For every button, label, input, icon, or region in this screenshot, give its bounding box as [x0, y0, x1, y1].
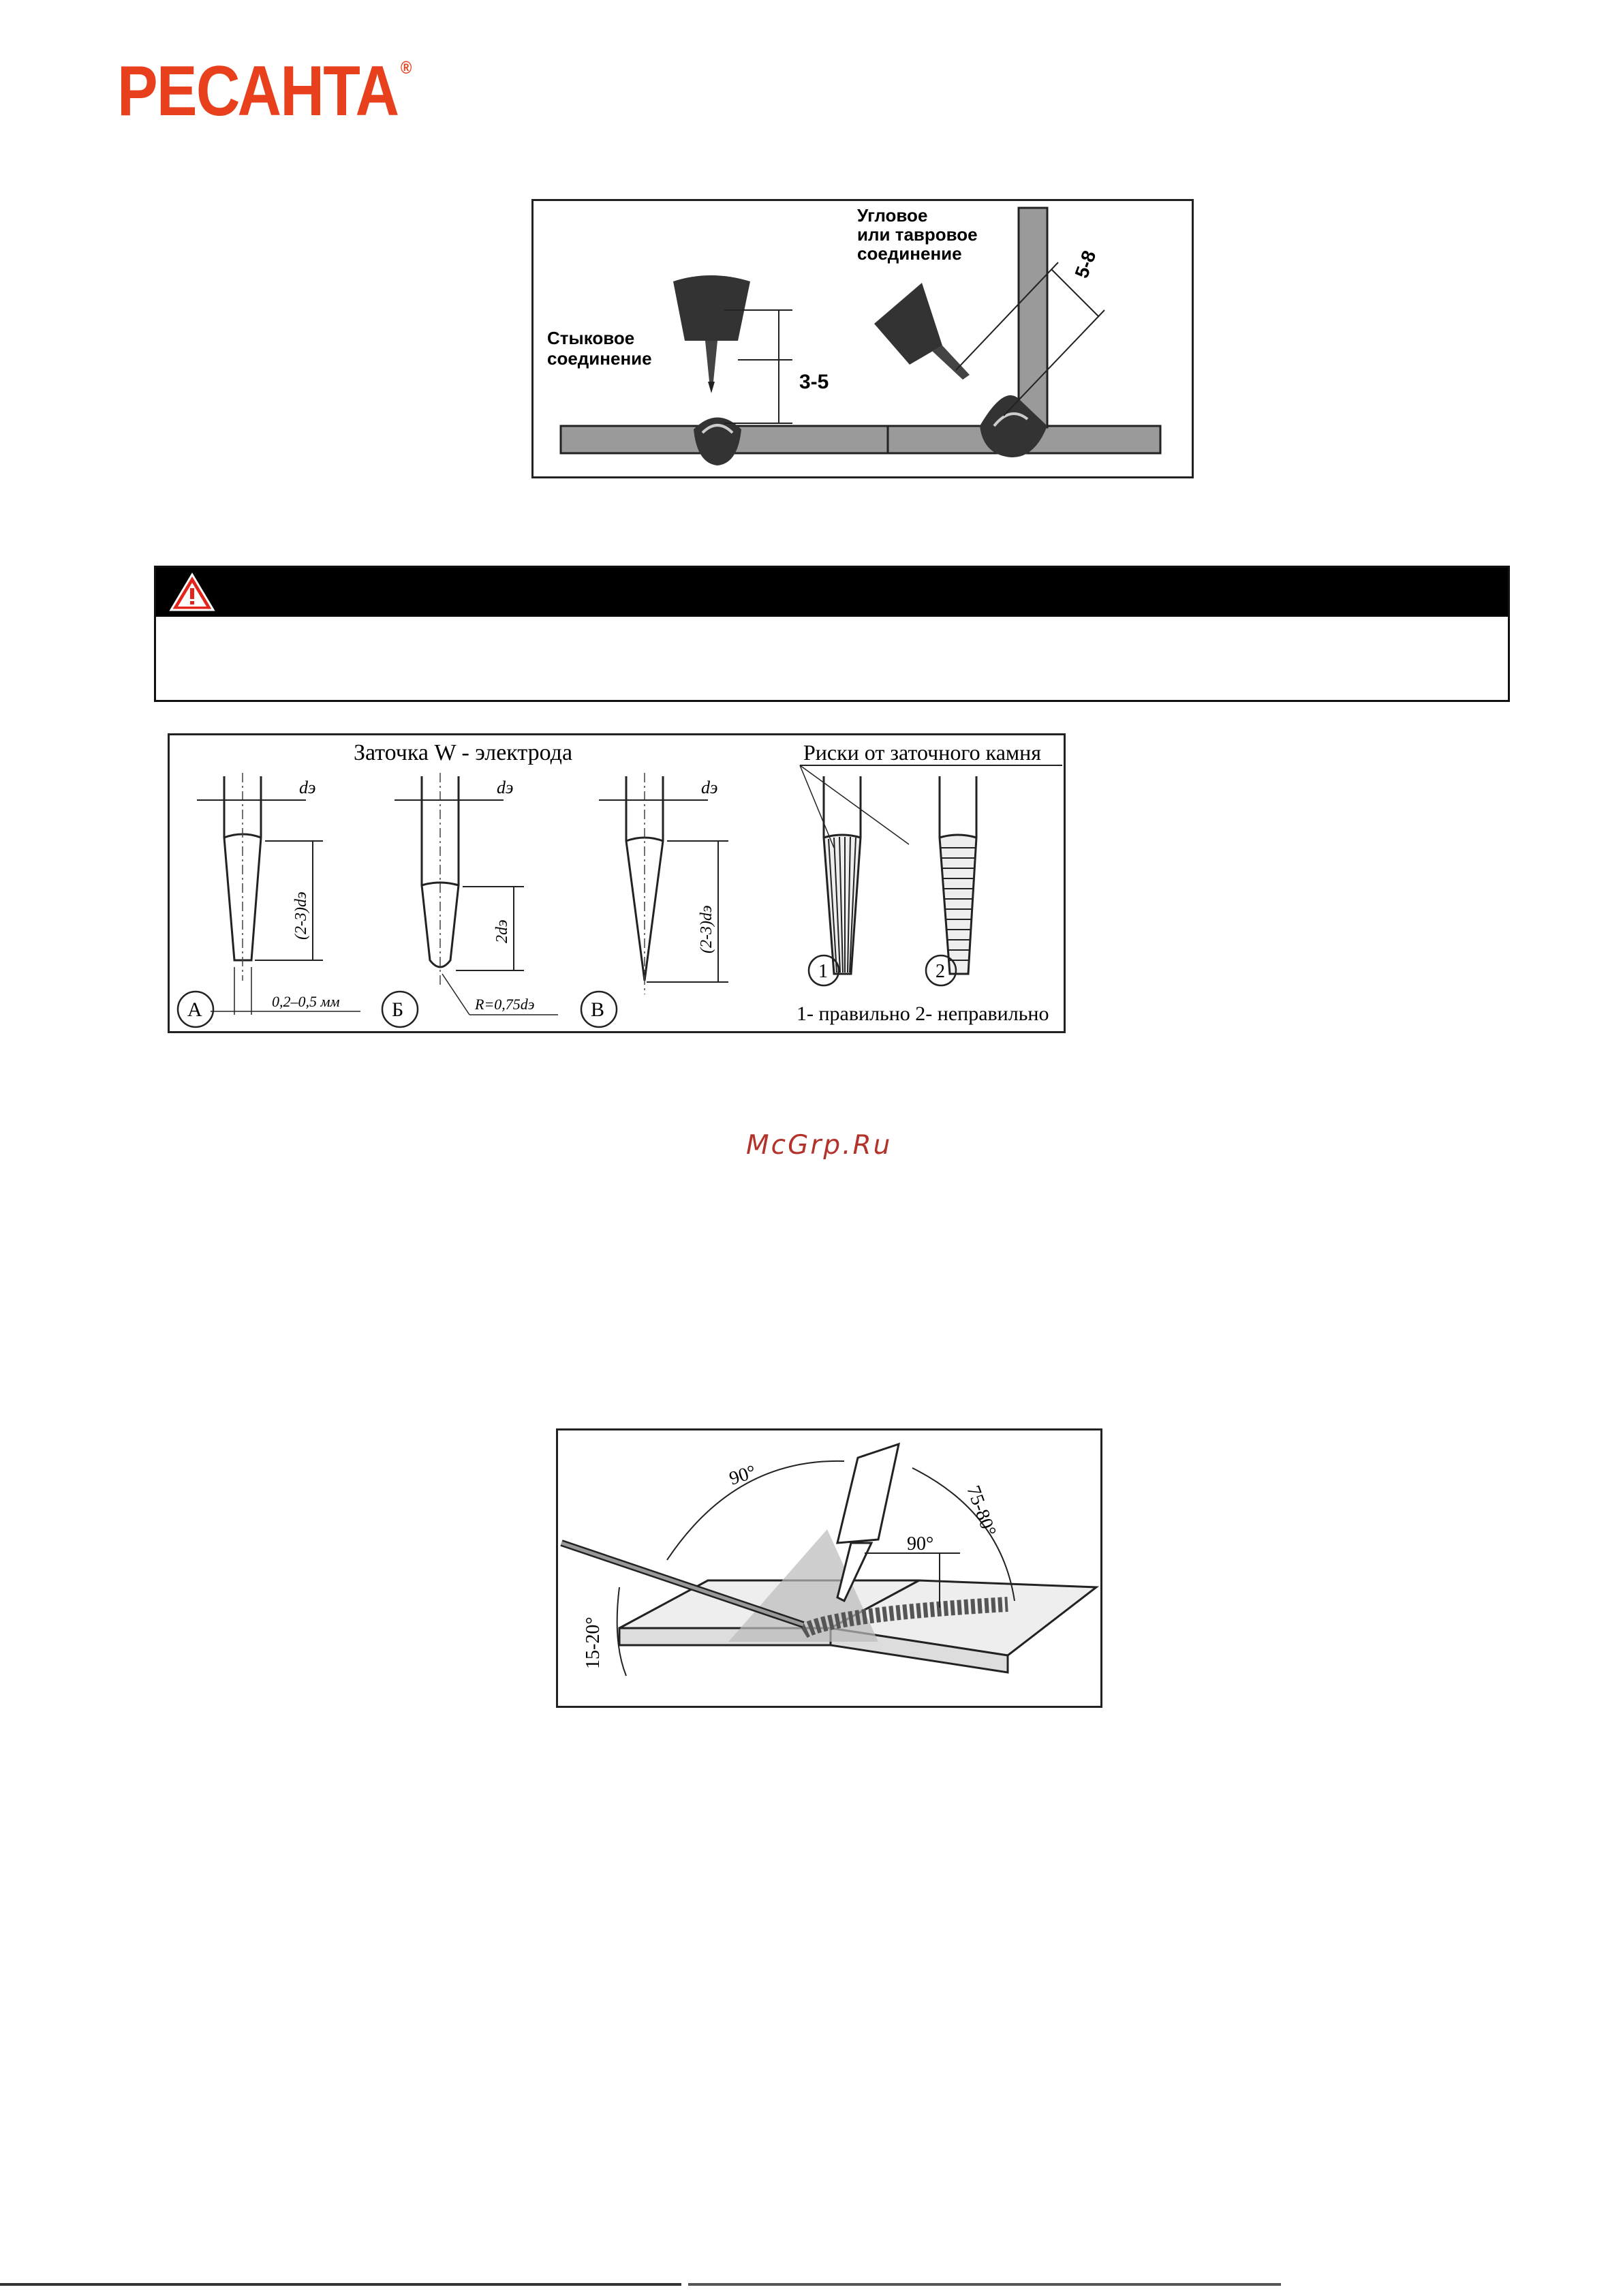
welding-angles-drawing: [558, 1430, 1100, 1706]
electrode-b-radius: R=0,75dэ: [475, 996, 535, 1013]
vertical-plate: [1019, 208, 1047, 427]
corner-torch-nozzle: [874, 283, 942, 365]
electrode-a-diameter: dэ: [299, 778, 316, 797]
figure-welding-angles: [556, 1428, 1102, 1708]
electrode-correct-scratches: [800, 765, 909, 985]
sharpening-title: Заточка W - электрода: [354, 740, 573, 765]
marker-2: 2: [936, 961, 945, 982]
resanta-logo: [117, 52, 411, 131]
electrode-sharpening-drawing: [170, 735, 1064, 1031]
torch-body: [837, 1444, 899, 1543]
corner-gap-label: 5-8: [1070, 247, 1100, 281]
butt-joint-label-1: Стыковое: [547, 328, 635, 348]
electrode-c-length: (2-3)dэ: [698, 905, 715, 953]
registered-mark: ®: [400, 57, 411, 78]
butt-joint-label-2: соединение: [547, 348, 652, 369]
marker-1: 1: [818, 961, 828, 982]
figure-electrode-sharpening: [168, 733, 1066, 1033]
electrode-a-length: (2-3)dэ: [292, 891, 310, 940]
electrode-b-length: 2dэ: [493, 919, 511, 943]
angle-top-label: 90°: [726, 1461, 759, 1490]
corner-joint-label-2: или тавровое: [857, 224, 978, 245]
butt-torch-nozzle: [673, 275, 750, 341]
angle-rod-label: 15-20°: [583, 1617, 604, 1669]
butt-electrode: [705, 341, 717, 382]
warning-header-bar: [156, 568, 1508, 617]
corner-joint-label-3: соединение: [857, 243, 962, 264]
label-c: В: [591, 998, 605, 1021]
scratches-title: Риски от заточного камня: [803, 740, 1042, 765]
label-a: А: [187, 998, 202, 1021]
corner-joint-label-1: Угловое: [857, 205, 928, 226]
footer-rule-right: [688, 2283, 1281, 2286]
footer-rule-left: [0, 2283, 681, 2286]
angle-right-label: 90°: [907, 1533, 934, 1555]
butt-gap-label: 3-5: [799, 371, 829, 393]
angle-torch-label: 75-80°: [962, 1482, 1000, 1540]
logo-text: РЕСАНТА: [117, 52, 399, 131]
warning-box: [154, 566, 1510, 702]
label-b: Б: [392, 998, 404, 1021]
electrode-b-diameter: dэ: [497, 778, 514, 797]
electrode-a: [178, 773, 360, 1027]
joint-types-drawing: [534, 201, 1192, 476]
figure-joint-types: [531, 199, 1194, 478]
electrode-c: [581, 773, 728, 1027]
electrode-incorrect-scratches: [926, 776, 976, 985]
electrode-b: [382, 773, 558, 1027]
warning-triangle-icon: [168, 572, 216, 613]
watermark: McGrp.Ru: [746, 1130, 893, 1161]
electrode-c-diameter: dэ: [701, 778, 718, 797]
electrode-a-tip: 0,2–0,5 мм: [272, 993, 340, 1010]
sharpening-caption: 1- правильно 2- неправильно: [797, 1002, 1049, 1025]
